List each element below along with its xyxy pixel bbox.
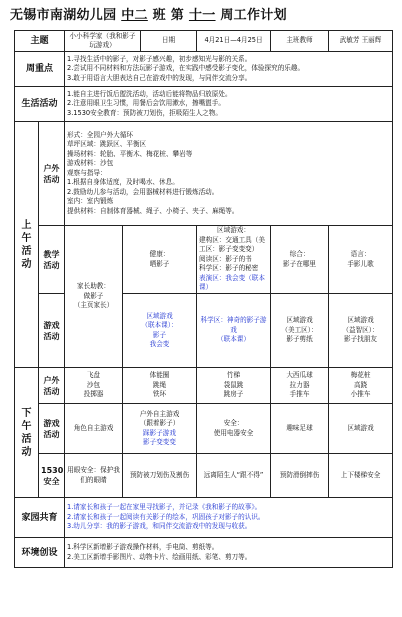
- pm-game-col-2: 户外自主游戏 （跟着影子） 踩影子游戏 影子变变变: [123, 404, 197, 454]
- pm-game-col-4: 趣味足球: [271, 404, 329, 454]
- pm-safety-col-4: 预防滑倒摔伤: [271, 454, 329, 498]
- date-value: 4月21日—4月25日: [197, 31, 271, 52]
- pm-game-col-3: 安全： 使用电器安全: [197, 404, 271, 454]
- teacher-value: 武敏芳 王丽辉: [329, 31, 393, 52]
- afternoon-safety-row: [15, 454, 393, 498]
- family-helper-cell: 家长助教： 做影子 （主页家长）: [65, 226, 123, 368]
- pm-safety-col-3: 远离陌生人“跟不得”: [197, 454, 271, 498]
- game-cell-1: 区域游戏 （联本课）： 影子 我会变: [123, 294, 197, 368]
- morning-outdoor-label: 户外活动: [39, 122, 65, 226]
- plan-title: 无锡市南湖幼儿园 中二 班 第 十一 周工作计划: [10, 8, 287, 23]
- class-name: 中二: [121, 8, 148, 23]
- pm-outdoor-col-3: 竹梯 袋鼠跳 跳房子: [197, 368, 271, 404]
- teach-cell-2: 区域游戏： 建构区：交通工具（美工区：影子变变变） 阅读区：影子的书 科学区：影子的秘密 表演区：我会变（联本课）: [197, 226, 271, 294]
- environment-content: 1.科学区新增影子游戏操作材料，手电筒、剪纸等。 2.美工区新增手影图片、动物卡片、绘画用纸、彩笔、剪刀等。: [65, 538, 393, 568]
- life-row: [15, 87, 393, 122]
- afternoon-safety-label: 1530安全: [39, 454, 65, 498]
- plan-table: [14, 30, 393, 568]
- afternoon-game-row: [15, 404, 393, 454]
- afternoon-game-label: 游戏活动: [39, 404, 65, 454]
- morning-outdoor-row: [15, 122, 393, 226]
- week-number: 十一: [188, 8, 216, 23]
- game-cell-3: 区域游戏 （美工区）： 影子剪纸: [271, 294, 329, 368]
- game-cell-4: 区域游戏 （益智区）： 影子找朋友: [329, 294, 393, 368]
- environment-label: 环境创设: [15, 538, 65, 568]
- afternoon-outdoor-row: [15, 368, 393, 404]
- teach-cell-1: 健康： 晒影子: [123, 226, 197, 294]
- pm-game-col-1: 角色自主游戏: [65, 404, 123, 454]
- pm-safety-col-5: 上下楼梯安全: [329, 454, 393, 498]
- header-row: [15, 31, 393, 52]
- pm-outdoor-col-5: 梅花桩 高跷 小推车: [329, 368, 393, 404]
- morning-label: 上午活动: [15, 122, 39, 368]
- morning-outdoor-content: 形式：全园户外大循环 草坪区域：跳跃区、平衡区 操场材料：轮胎、平衡木、梅花桩、攀岩等 游戏材料：沙包 观察与指导： 1.根据自身体适度，及时喝水、休息。 2.鼓励幼儿参与活动，会用器械材料进行锻炼活动。 室内：室内锻炼 提供材料：自制体育器械、绳子、小椅子、夹子、麻绳等。: [65, 122, 393, 226]
- pm-game-col-5: 区域游戏: [329, 404, 393, 454]
- afternoon-outdoor-label: 户外活动: [39, 368, 65, 404]
- home-row: [15, 498, 393, 538]
- environment-row: [15, 538, 393, 568]
- afternoon-label: 下午活动: [15, 368, 39, 498]
- pm-safety-col-1: 用眼安全：保护我们的眼睛: [65, 454, 123, 498]
- home-content: 1.请家长和孩子一起在家里寻找影子，并记录《我和影子的故事》。 2.请家长和孩子一起阅读有关影子的绘本，巩固孩子对影子的认识。 3.幼儿分享：我的影子游戏，和同伴交流游戏中的发现与收获。: [65, 498, 393, 538]
- life-label: 生活活动: [15, 87, 65, 122]
- focus-label: 周重点: [15, 52, 65, 87]
- theme-label: 主题: [15, 31, 65, 52]
- theme-value: 小小科学家（我和影子玩游戏）: [65, 31, 141, 52]
- teach-cell-4: 语言： 手影儿歌: [329, 226, 393, 294]
- date-label: 日期: [141, 31, 197, 52]
- pm-outdoor-col-2: 体能圈 跳绳 铁环: [123, 368, 197, 404]
- life-content: 1.能自主进行饭后盥洗活动，活动后能将物品归放原处。 2.注意用眼卫生习惯，用餐后会饮用漱水，擦嘴盥手。 3.1530安全教育：预防被刀划伤，拒吸陌生人之物。: [65, 87, 393, 122]
- teach-cell-3: 综合： 影子在哪里: [271, 226, 329, 294]
- focus-content: 1.寻找生活中的影子，对影子感兴趣，初步感知光与影的关系。 2.尝试用不同材料和方法玩影子游戏，在实践中感受影子变化，体验探究的乐趣。 3.敢于用语言大胆表达自己在游戏中的发现，与同伴交流分享。: [65, 52, 393, 87]
- teacher-label: 主班教师: [271, 31, 329, 52]
- focus-row: [15, 52, 393, 87]
- morning-teach-label: 教学活动: [39, 226, 65, 294]
- game-cell-2: 科学区：神奇的影子游戏 （联本课）: [197, 294, 271, 368]
- morning-game-label: 游戏活动: [39, 294, 65, 368]
- morning-teach-row: [15, 226, 393, 294]
- pm-outdoor-col-1: 飞盘 沙包 投掷器: [65, 368, 123, 404]
- pm-outdoor-col-4: 大西瓜球 拉力器 手推车: [271, 368, 329, 404]
- pm-safety-col-2: 预防被刀划伤及割伤: [123, 454, 197, 498]
- home-label: 家园共育: [15, 498, 65, 538]
